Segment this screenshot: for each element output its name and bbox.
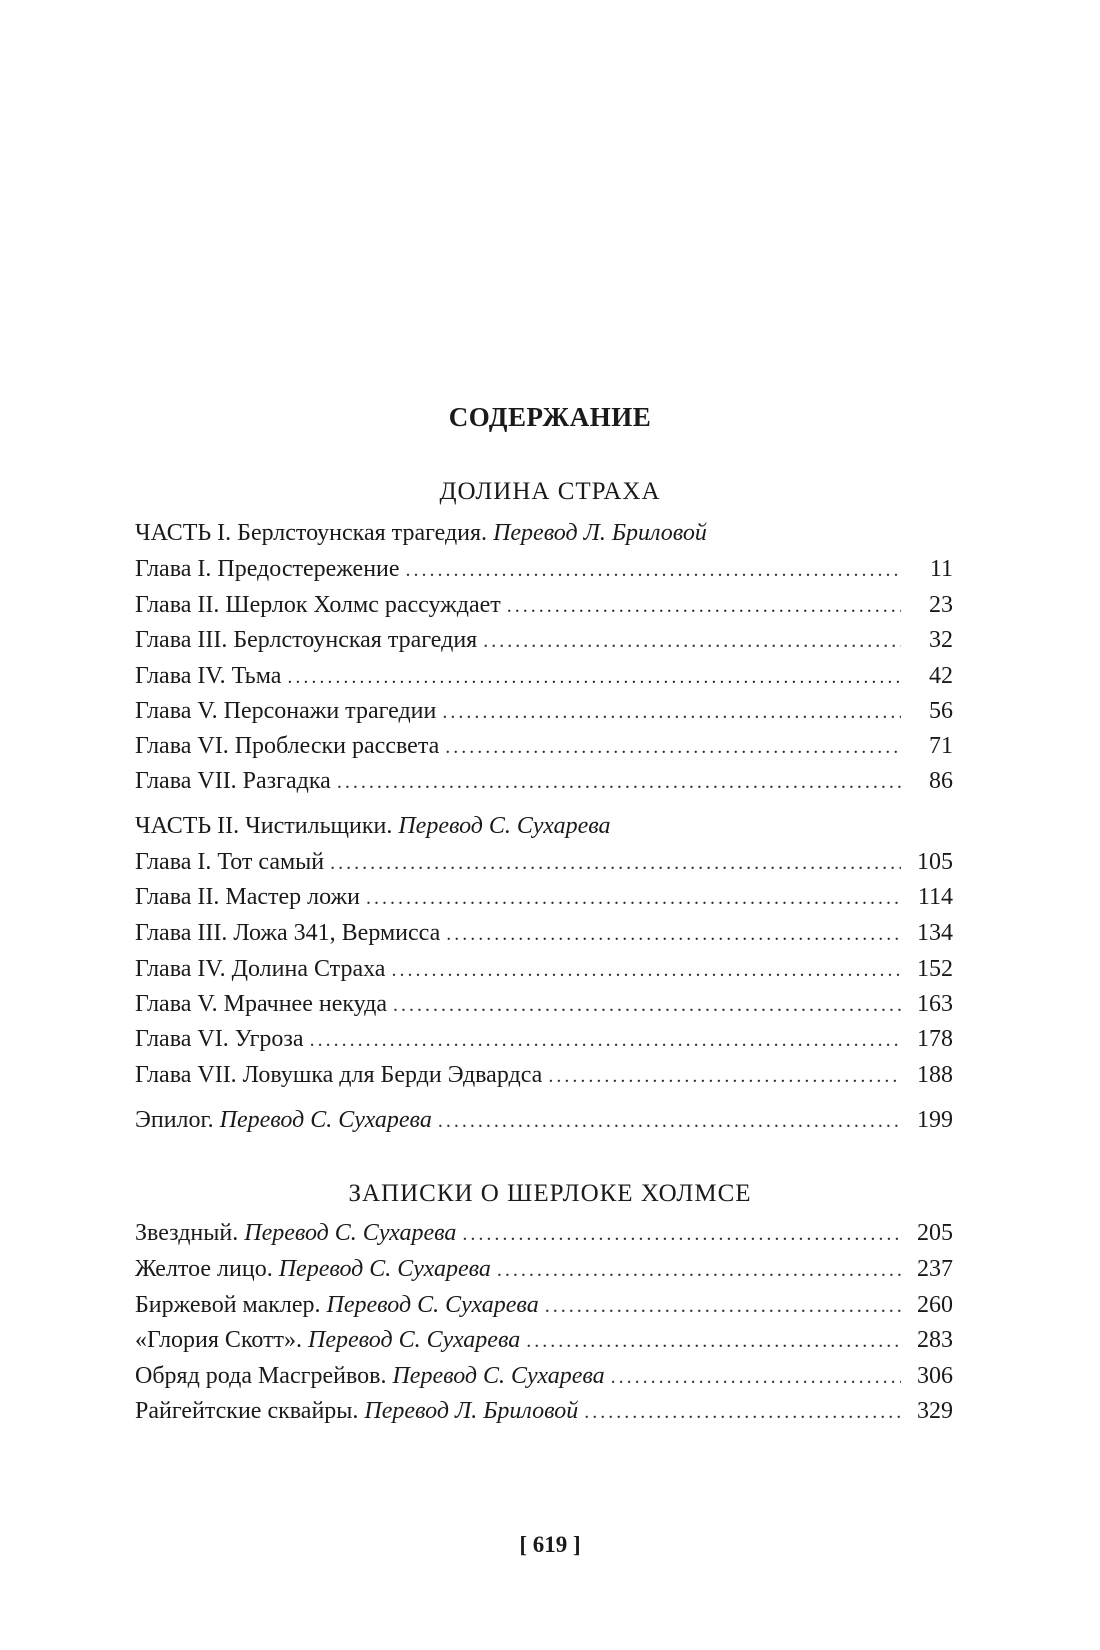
page-number: 11 bbox=[929, 556, 953, 582]
dot-leader bbox=[330, 852, 901, 875]
dot-leader bbox=[442, 701, 901, 724]
toc-entry[interactable] bbox=[135, 1256, 953, 1286]
toc-entry[interactable] bbox=[135, 920, 953, 950]
entry-translator: Перевод С. Сухарева bbox=[219, 1107, 432, 1133]
dot-leader bbox=[611, 1366, 901, 1389]
entry-title: Глава II. Шерлок Холмс рассуждает bbox=[135, 592, 501, 618]
dot-leader bbox=[483, 630, 901, 653]
page-number: 114 bbox=[917, 884, 953, 910]
dot-leader bbox=[445, 736, 901, 759]
toc-entry[interactable] bbox=[135, 1062, 953, 1092]
page-folio: [ 619 ] bbox=[519, 1532, 581, 1557]
page-number: 42 bbox=[929, 663, 953, 689]
page-number: 178 bbox=[917, 1026, 953, 1052]
entry-title: Глава VI. Угроза bbox=[135, 1026, 304, 1052]
page-number: 86 bbox=[929, 768, 953, 794]
page-number: 205 bbox=[917, 1220, 953, 1246]
toc-entry[interactable] bbox=[135, 991, 953, 1021]
dot-leader bbox=[507, 595, 901, 618]
entry-title: Глава III. Берлстоунская трагедия bbox=[135, 627, 478, 653]
entry-title-text: Райгейтские сквайры. bbox=[135, 1398, 359, 1424]
entry-title bbox=[135, 1256, 497, 1283]
section-title-valley-of-fear: ДОЛИНА СТРАХА bbox=[439, 478, 661, 505]
entry-title: Глава VI. Проблески рассвета bbox=[135, 733, 440, 759]
part-heading-2 bbox=[135, 813, 611, 840]
dot-leader bbox=[391, 959, 901, 982]
dot-leader bbox=[337, 771, 901, 794]
entry-title bbox=[135, 1107, 438, 1134]
dot-leader bbox=[446, 923, 901, 946]
entry-title-text: Эпилог. bbox=[135, 1107, 214, 1133]
entry-title: Глава V. Персонажи трагедии bbox=[135, 698, 437, 724]
toc-entry[interactable] bbox=[135, 1220, 953, 1250]
part-translator: Перевод С. Сухарева bbox=[398, 813, 611, 839]
page-number: 237 bbox=[917, 1256, 953, 1282]
entry-title: Глава II. Мастер ложи bbox=[135, 884, 360, 910]
dot-leader bbox=[310, 1029, 901, 1052]
toc-entry[interactable] bbox=[135, 1026, 953, 1056]
dot-leader bbox=[545, 1295, 901, 1318]
toc-entry[interactable] bbox=[135, 556, 953, 586]
entry-translator: Перевод С. Сухарева bbox=[244, 1220, 457, 1246]
toc-entry[interactable] bbox=[135, 698, 953, 728]
dot-leader bbox=[393, 994, 901, 1017]
toc-entry[interactable] bbox=[135, 1363, 953, 1393]
entry-title: Глава III. Ложа 341, Вермисса bbox=[135, 920, 441, 946]
dot-leader bbox=[406, 559, 901, 582]
toc-entry[interactable] bbox=[135, 733, 953, 763]
toc-entry[interactable] bbox=[135, 849, 953, 879]
page-number: 329 bbox=[917, 1398, 953, 1424]
toc-entry[interactable] bbox=[135, 592, 953, 622]
page-number: 260 bbox=[917, 1292, 953, 1318]
entry-translator: Перевод С. Сухарева bbox=[278, 1256, 491, 1282]
toc-entry[interactable] bbox=[135, 627, 953, 657]
entry-title-text: Обряд рода Масгрейвов. bbox=[135, 1363, 387, 1389]
dot-leader bbox=[287, 666, 901, 689]
toc-entry[interactable] bbox=[135, 956, 953, 986]
entry-title: Глава I. Тот самый bbox=[135, 849, 325, 875]
entry-translator: Перевод С. Сухарева bbox=[326, 1292, 539, 1318]
entry-title bbox=[135, 1220, 462, 1247]
page-number: 306 bbox=[917, 1363, 953, 1389]
entry-title-text: «Глория Скотт». bbox=[135, 1327, 303, 1353]
section-title-memoirs: ЗАПИСКИ О ШЕРЛОКЕ ХОЛМСЕ bbox=[348, 1180, 752, 1207]
page-number: 152 bbox=[917, 956, 953, 982]
entry-title bbox=[135, 1363, 611, 1390]
dot-leader bbox=[526, 1330, 901, 1353]
entry-title-text: Звездный. bbox=[135, 1220, 239, 1246]
page-number: 199 bbox=[917, 1107, 953, 1133]
toc-entry[interactable] bbox=[135, 884, 953, 914]
entry-title: Глава V. Мрачнее некуда bbox=[135, 991, 388, 1017]
entry-translator: Перевод С. Сухарева bbox=[392, 1363, 605, 1389]
toc-title: СОДЕРЖАНИЕ bbox=[448, 402, 652, 432]
part-heading-text: ЧАСТЬ II. Чистильщики. bbox=[135, 813, 393, 839]
dot-leader bbox=[497, 1259, 901, 1282]
dot-leader bbox=[366, 887, 901, 910]
toc-entry-epilogue[interactable] bbox=[135, 1107, 953, 1137]
entry-title-text: Биржевой маклер. bbox=[135, 1292, 321, 1318]
dot-leader bbox=[438, 1110, 901, 1133]
page-number: 163 bbox=[917, 991, 953, 1017]
page-number: 188 bbox=[917, 1062, 953, 1088]
entry-translator: Перевод Л. Бриловой bbox=[364, 1398, 579, 1424]
entry-translator: Перевод С. Сухарева bbox=[308, 1327, 521, 1353]
page-number: 283 bbox=[917, 1327, 953, 1353]
page-number: 32 bbox=[929, 627, 953, 653]
toc-entry[interactable] bbox=[135, 663, 953, 693]
entry-title: Глава IV. Долина Страха bbox=[135, 956, 386, 982]
part-translator: Перевод Л. Бриловой bbox=[493, 520, 707, 546]
toc-entry[interactable] bbox=[135, 1292, 953, 1322]
page-number: 56 bbox=[929, 698, 953, 724]
page-number: 105 bbox=[917, 849, 953, 875]
part-heading-1 bbox=[135, 520, 707, 547]
entry-title bbox=[135, 1327, 526, 1354]
entry-title: Глава VII. Разгадка bbox=[135, 768, 331, 794]
page-number: 23 bbox=[929, 592, 953, 618]
entry-title: Глава IV. Тьма bbox=[135, 663, 282, 689]
dot-leader bbox=[548, 1065, 901, 1088]
toc-entry[interactable] bbox=[135, 1327, 953, 1357]
dot-leader bbox=[462, 1223, 901, 1246]
part-heading-text: ЧАСТЬ I. Берлстоунская трагедия. bbox=[135, 520, 488, 546]
toc-entry[interactable] bbox=[135, 768, 953, 798]
toc-entry[interactable] bbox=[135, 1398, 953, 1428]
entry-title bbox=[135, 1398, 584, 1425]
entry-title: Глава I. Предостережение bbox=[135, 556, 400, 582]
entry-title: Глава VII. Ловушка для Берди Эдвардса bbox=[135, 1062, 543, 1088]
page-number: 134 bbox=[917, 920, 953, 946]
page-number: 71 bbox=[929, 733, 953, 759]
dot-leader bbox=[584, 1401, 901, 1424]
entry-title-text: Желтое лицо. bbox=[135, 1256, 273, 1282]
entry-title bbox=[135, 1292, 545, 1319]
